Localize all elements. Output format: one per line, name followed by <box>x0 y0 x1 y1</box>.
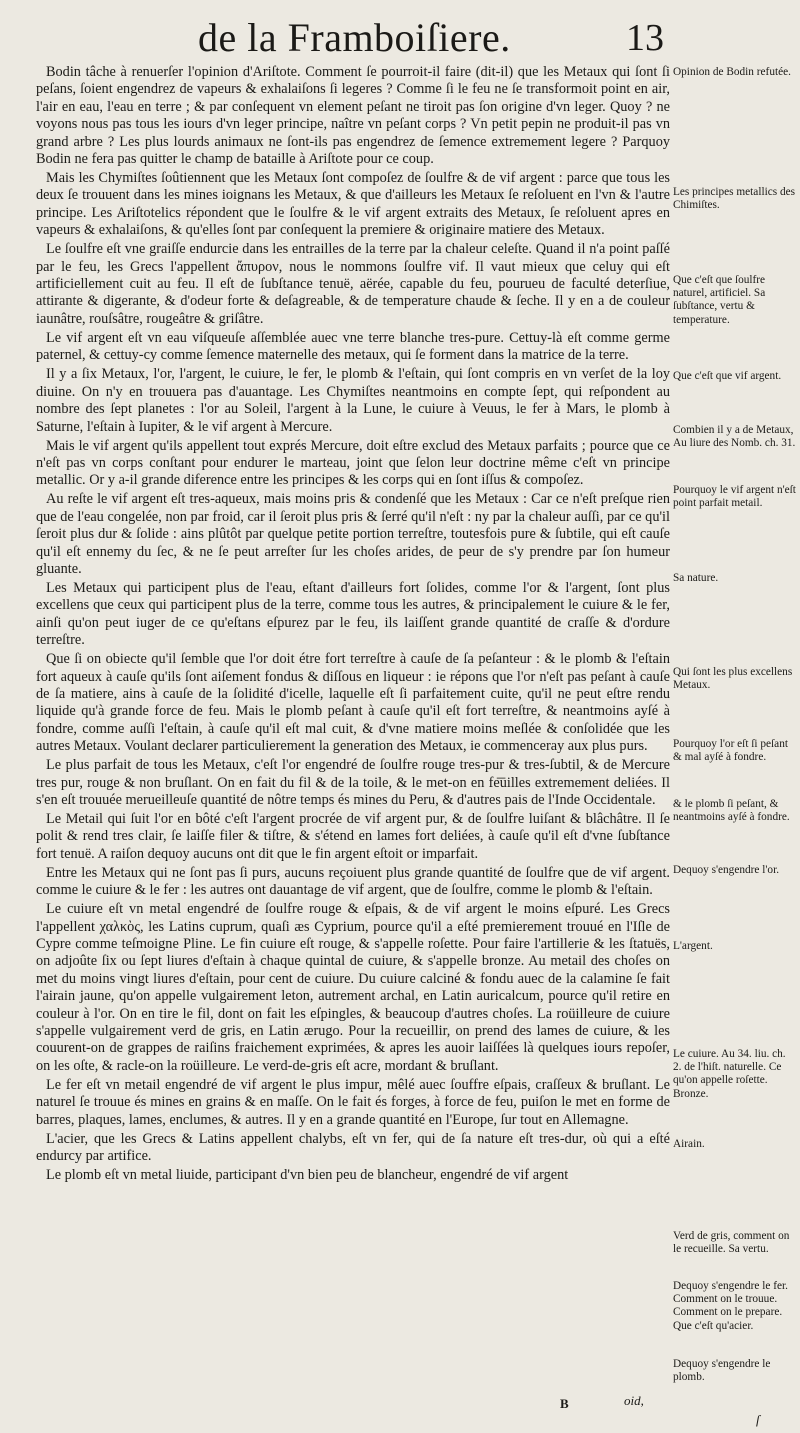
paragraph: Le vif argent eſt vn eau viſqueuſe aſſemblée auec vne terre blanche tres-pure. Cettuy-là eſt comme germe paternel, & cettuy-cy comme ſemence maternelle des metaux, qui ſe forment dans la matrice de la terre. <box>36 329 670 364</box>
margin-note: Que c'eſt que ſoulfre naturel, artificiel. Sa ſubſtance, vertu & temperature. <box>673 274 766 326</box>
margin-note: Pourquoy le vif argent n'eſt point parfait metail. <box>673 484 796 510</box>
page-number: 13 <box>626 17 664 59</box>
paragraph: Au reſte le vif argent eſt tres-aqueux, mais moins pris & condenſé que les Metaux : Car ce n'eſt preſque rien que de l'eau congelée, non par froid, car il ſeroit plus pris & ſerré qu'il n'eſt : ny par la chaleur auſſi, par ce qu'il ſeroit plus dur & ſolide : ains plûtôt par quelque petite portion terreſtre, toutesfois pure & ſubtile, qui eſt cauſe qu'il eſt ennemy du ſec, & ne ſe peut arreſter ſur les choſes arides, de peur de s'y prendre par ſon humeur gluante. <box>36 491 670 577</box>
paragraph: Le Metail qui ſuit l'or en bôté c'eſt l'argent procrée de vif argent pur, & de ſoulfre luiſant & blâchâtre. Il ſe polit & rend tres clair, ſe laiſſe filer & tiſtre, & s'étend en lames fort deliées, à cauſe qu'il eſt d'vne ſubſtance fort tenuë. A raiſon dequoy aucuns ont dit que le fin argent eſtoit or imparfait. <box>36 811 670 862</box>
paragraph: Mais les Chymiſtes ſoûtiennent que les Metaux ſont compoſez de ſoulfre & de vif argent : parce que tous les deux ſe trouuent dans les mines ioignans les Metaux, & que d'ailleurs les Metaux ſe reſoluent en l'vn & l'autre principe. Les Ariſtotelics répondent que le ſoulfre & le vif argent extraits des Metaux, ſe reſoluent apres en vapeurs & exhalaiſons, & qu'elles ſont par conſequent la premiere & originaire matiere des Metaux. <box>36 170 670 239</box>
paragraph: Il y a ſix Metaux, l'or, l'argent, le cuiure, le fer, le plomb & l'eſtain, qui ſont compris en vn verſet de la loy diuine. On n'y en trouuera pas d'auantage. Les Chymiſtes neantmoins en compte ſept, qui reſpondent au nombre des ſept planetes : l'or au Soleil, l'argent à la Lune, le cuiure à Veuus, le fer à Mars, le plomb à Saturne, l'eſtain à Iupiter, & le vif argent à Mercure. <box>36 366 670 435</box>
paragraph: Le ſoulfre eſt vne graiſſe endurcie dans les entrailles de la terre par la chaleur celeſte. Quand il n'a point paſſé par le feu, les Grecs l'appellent ἄπυρον, nous le nommons ſoulfre vif. Il vaut mieux que celuy qui eſt artificiellement cuit au feu. Il eſt de ſubſtance tenuë, aërée, capable du feu, pourueu de faculté deterſiue, attirante & digerante, & d'odeur forte & deſagreable, & de temperature chaude & ſeche. Il y en a de couleur iaunâtre, rouſsâtre, rougeâtre & griſâtre. <box>36 241 670 327</box>
margin-note: Airain. <box>673 1138 705 1150</box>
margin-note: Qui ſont les plus excellens Metaux. <box>673 666 793 692</box>
paragraph: Le cuiure eſt vn metal engendré de ſoulfre rouge & eſpais, & de vif argent le moins eſpuré. Les Grecs l'appellent χαλκὸς, les Latins cuprum, quaſi æs Cyprium, pource qu'il a eſté premierement trouué en l'Iſle de Cypre comme teſmoigne Pline. Le fin cuiure eſt rouge, & s'appelle roſette. Pour faire l'artillerie & les ſtatuës, on adjoûte ſix ou ſept liures d'eſtain à chaque quintal de cuiure, & s'appelle bronze. Au metail des choſes on met du moins vingt liures d'eſtain, pour cent de cuiure. Du cuiure calciné & fondu auec de la calamine ſe fait l'airain jaune, qu'on appelle vulgairement leton, autrement archal, en Latin auricalcum, pource qu'il retire en couleur à l'or. On en tire le fil, dont on fait les eſpingles, & beaucoup d'autres choſes. La roüilleure de cuiure s'appelle vulgairement verd de gris, en Latin ærugo. Pour la recueillir, on prend des lames de cuiure, & les couurent-on de grappes de raiſins fraichement exprimées, & apres les auoir laiſſées là quelques iours repoſer, on les oſte, & racle-on la roüilleure. Le verd-de-gris eſt acre, mordant & bruſlant. <box>36 901 670 1074</box>
margin-note: L'argent. <box>673 940 713 952</box>
pilcrow-mark: ſ <box>756 1412 760 1427</box>
paragraph: Le plus parfait de tous les Metaux, c'eſt l'or engendré de ſoulfre rouge tres-pur & tres-ſubtil, & de Mercure tres pur, rouge & non bruſlant. On en fait du fil & de la toile, & le met-on en fe͞uilles extremement deliées. Il s'en eſt trouuée merueilleuſe quantité de nôtre temps és mines du Peru, & d'autres pais de l'Inde Occidentale. <box>36 757 670 808</box>
paragraph: Les Metaux qui participent plus de l'eau, eſtant d'ailleurs fort ſolides, comme l'or & l'argent, ſont plus excellens que ceux qui participent plus de la terre, comme tous les autres, & principalement le cuiure & le fer, ainſi qu'on peut iuger de ce qu'eſtans eſpurez par le feu, ils laiſſent grande quantité de craſſe & d'ordure terreſtre. <box>36 579 670 649</box>
margin-note: & le plomb ſi peſant, & neantmoins ayſé à fondre. <box>673 798 790 824</box>
margin-note: Verd de gris, comment on le recueille. Sa vertu. <box>673 1230 790 1256</box>
margin-note: Les principes metallics des Chimiſtes. <box>673 186 796 212</box>
paragraph: Le plomb eſt vn metal liuide, participant d'vn bien peu de blancheur, engendré de vif argent <box>46 1167 569 1184</box>
margin-note: Dequoy s'engendre le plomb. <box>673 1358 771 1384</box>
paragraph: Le fer eſt vn metail engendré de vif argent le plus impur, mêlé auec ſouffre eſpais, craſſeux & bruſlant. Le naturel ſe trouue és mines en grains & en maſſe. On le fait és forges, à force de feu, puiſon le met en forme de barres, plaques, lames, enclumes, & autres. Il y en a grande quantité en l'Europe, ſur tout en Allemagne. <box>36 1076 670 1128</box>
paragraph: L'acier, que les Grecs & Latins appellent chalybs, eſt vn fer, qui de ſa nature eſt tres-dur, où qui a eſté endurcy par artifice. <box>36 1130 670 1165</box>
margin-note: Que c'eſt que vif argent. <box>673 370 782 382</box>
margin-notes-column <box>673 64 796 1433</box>
margin-note: Dequoy s'engendre le fer. Comment on le trouue. Comment on le prepare. Que c'eſt qu'acier. <box>673 1280 788 1332</box>
paragraph: Que ſi on obiecte qu'il ſemble que l'or doit étre fort terreſtre à cauſe de ſa peſanteur : & le plomb & l'eſtain fort aqueux à cauſe qu'ils ſont aiſement fondus & diſſous en liqueur : ie répons que l'or n'eſt pas peſant à cauſe de ſa matiere, ains à cauſe de la ſolidité d'icelle, laquelle eſt ſi parfaitement cuite, qu'il ne peut eſtre rendu liquide qu'à grande force de feu. Mais le plomb peſant à cauſe qu'il eſt fort terreſtre, & neantmoins ayſé à fondre, comme auſſi l'eſtain, à cauſe qu'il eſt mal cuit, & d'vne matiere moins meſlée & conſolidée que les autres Metaux. Voulant declarer particulierement la generation des Metaux, ie commenceray aux plus purs. <box>36 651 670 755</box>
margin-note: Pourquoy l'or eſt ſi peſant & mal ayſé à fondre. <box>673 738 788 764</box>
paragraph: Entre les Metaux qui ne ſont pas ſi purs, aucuns reçoiuent plus grande quantité de ſoulfre que de vif argent. comme le cuiure & le fer : les autres ont dauantage de vif argent, que de ſoulfre, comme le plomb & l'eſtain. <box>36 864 670 899</box>
margin-note: Combien il y a de Metaux, Au liure des Nomb. ch. 31. <box>673 424 796 450</box>
paragraph: Mais le vif argent qu'ils appellent tout exprés Mercure, doit eſtre exclud des Metaux parfaits ; pource que ce n'eſt pas vn corps conſtant pour endurer le marteau, joint que ſelon leur doctrine même c'eſt vn principe metallic. Or y a-il grande diference entre les principes & les corps qui en ſont iſſus & compoſez. <box>36 437 670 489</box>
signature-mark: B <box>560 1396 569 1411</box>
page-header <box>0 14 800 66</box>
catchword: oid, <box>624 1393 644 1408</box>
margin-note: Opinion de Bodin refutée. <box>673 66 791 78</box>
running-title: de la Framboiſiere. <box>198 15 511 60</box>
margin-note: Le cuiure. Au 34. liu. ch. 2. de l'hiſt. naturelle. Ce qu'on appelle roſette. Bronze. <box>673 1048 786 1100</box>
margin-note: Sa nature. <box>673 572 719 584</box>
paragraph: Bodin tâche à renuerſer l'opinion d'Ariſtote. Comment ſe pourroit-il faire (dit-il) que les Metaux qui ſont ſi peſans, ſoient engendrez de vapeurs & exhalaiſons ſi legeres ? Comme ſi le feu ne ſe transformoit point en air, l'air en eau, l'eau en terre ; & par conſequent vn element peſant ne tiroit pas ſon origine d'vn leger. Quoy ? ne voyons nous pas tous les iours d'vn leger principe, naître vn peſant corps ? Vn petit pepin ne produit-il pas vn grand arbre ? Les plus lourds animaux ne ſont-ils pas engendrez de ſemence extremement legere ? Parquoy Bodin ne fera pas quitter le champ de bataille à Ariſtote pour ce coup. <box>36 64 670 168</box>
main-text-column <box>36 64 670 1186</box>
margin-note: Dequoy s'engendre l'or. <box>673 864 780 876</box>
